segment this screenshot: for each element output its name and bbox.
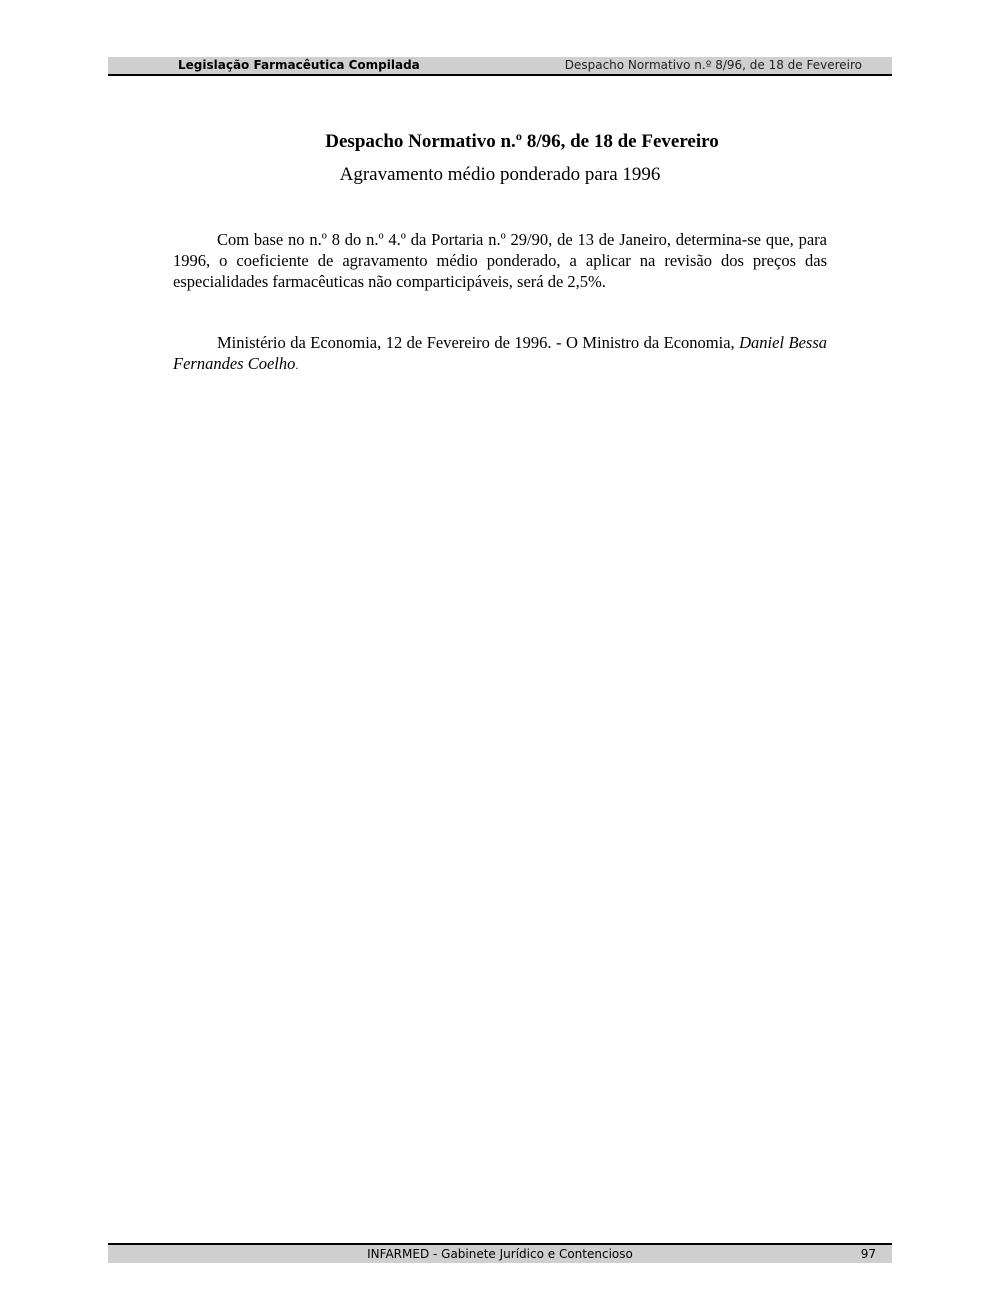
closing-text: Ministério da Economia, 12 de Fevereiro de 1996. - O Ministro da Economia, (217, 333, 735, 352)
header-document-title: Despacho Normativo n.º 8/96, de 18 de Fevereiro (564, 58, 862, 72)
body-paragraph: Com base no n.º 8 do n.º 4.º da Portaria n.º 29/90, de 13 de Janeiro, determina-se que, para 1996, o coeficiente de agravamento médio ponderado, a aplicar na revisão dos preços das especialidades farmacêuticas não comparticipáveis, será de 2,5%. (173, 230, 827, 291)
page-number: 97 (860, 1247, 876, 1261)
page-header (108, 57, 892, 76)
header-collection-title: Legislação Farmacêutica Compilada (178, 58, 420, 72)
page-footer (108, 1243, 892, 1263)
signatory-period: . (295, 358, 299, 372)
closing-paragraph (173, 332, 827, 376)
signatory-name: Daniel Bessa Fernandes Coelho (173, 333, 828, 373)
document-title: Despacho Normativo n.º 8/96, de 18 de Fevereiro (325, 131, 719, 152)
footer-organization: INFARMED - Gabinete Jurídico e Contencioso (367, 1247, 633, 1261)
document-subtitle: Agravamento médio ponderado para 1996 (339, 164, 661, 185)
